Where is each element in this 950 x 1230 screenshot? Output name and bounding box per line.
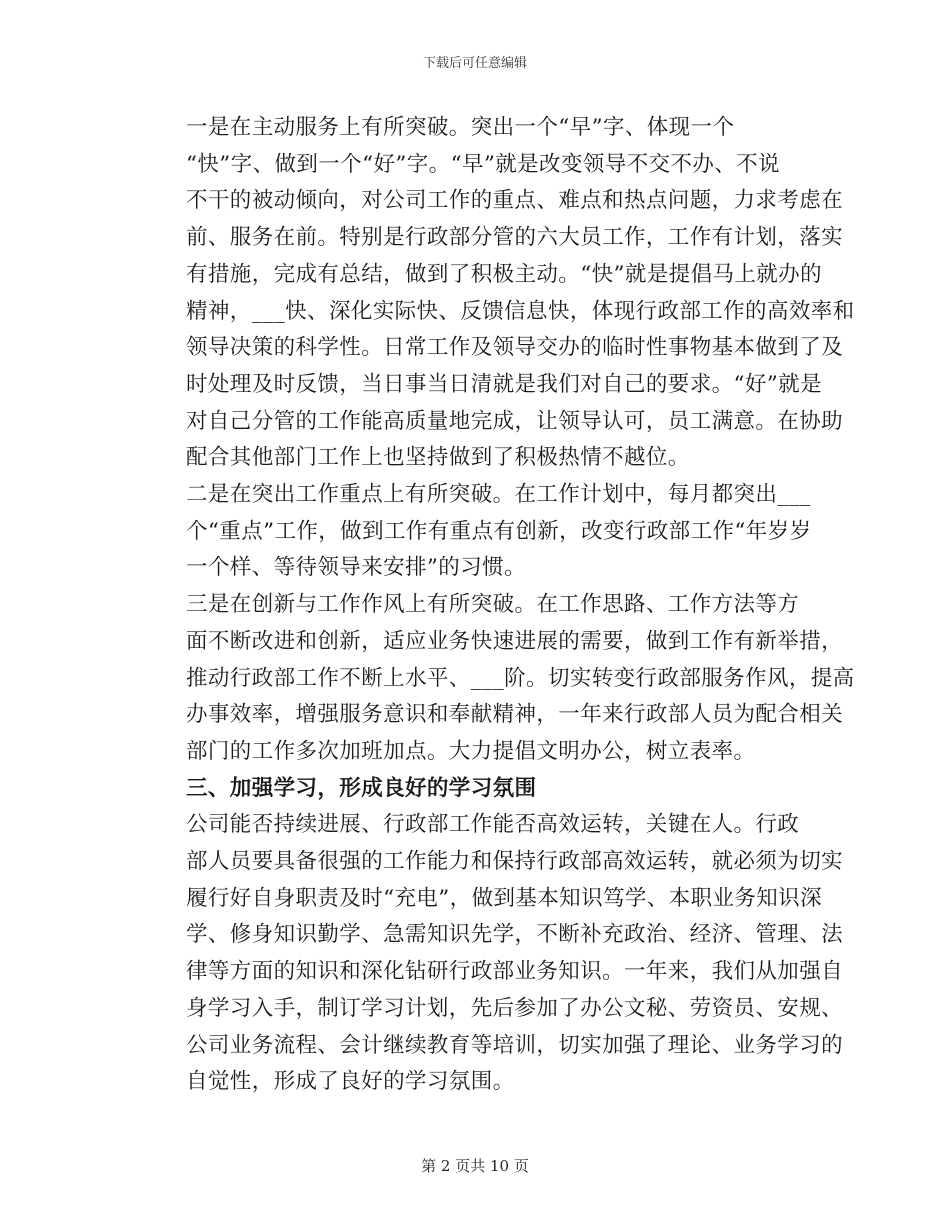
paragraph-innovation (143, 587, 855, 771)
text-line: 三是在创新与工作作风上有所突破。在工作思路、工作方法等方 (186, 592, 800, 618)
text-line: 公司能否持续进展、行政部工作能否高效运转，关键在人。行政 (186, 812, 800, 838)
text-line: 履行好自身职责及时“充电”，做到基本知识笃学、本职业务知识深 (186, 885, 822, 911)
text-line: 办事效率，增强服务意识和奉献精神，一年来行政部人员为配合相关 (186, 702, 844, 728)
text-line: 身学习入手，制订学习计划，先后参加了办公文秘、劳资员、安规、 (186, 995, 844, 1021)
text-line: 有措施，完成有总结，做到了积极主动。“快”就是提倡马上就办的 (186, 261, 822, 287)
text-line: 不干的被动倾向，对公司工作的重点、难点和热点问题，力求考虑在 (186, 188, 844, 214)
paragraph-key-work (143, 477, 813, 587)
page-header: 下载后可任意编辑 (422, 56, 527, 71)
text-line: 面不断改进和创新，适应业务快速进展的需要，做到工作有新举措， (186, 628, 844, 654)
text-line: 时处理及时反馈，当日事当日清就是我们对自己的要求。“好”就是 (186, 371, 822, 397)
document-body (143, 110, 855, 1101)
text-line: 对自己分管的工作能高质量地完成，让领导认可，员工满意。在协助 (186, 408, 844, 434)
text-line: 一是在主动服务上有所突破。突出一个“早”字、体现一个 (186, 115, 735, 140)
text-line: 一个样、等待领导来安排”的习惯。 (186, 555, 526, 581)
page-footer: 第 2 页共 10 页 (421, 1157, 529, 1175)
text-line: 自觉性，形成了良好的学习氛围。 (186, 1069, 515, 1095)
text-line: 部门的工作多次加班加点。大力提倡文明办公，树立表率。 (186, 738, 756, 764)
section-heading: 三、加强学习，形成良好的学习氛围 (186, 775, 537, 801)
text-line: 前、服务在前。特别是行政部分管的六大员工作，工作有计划，落实 (186, 225, 844, 251)
text-line: 个“重点”工作，做到工作有重点有创新，改变行政部工作“年岁岁 (186, 518, 812, 544)
text-line: 领导决策的科学性。日常工作及领导交办的临时性事物基本做到了及 (186, 335, 844, 361)
text-line: 配合其他部门工作上也坚持做到了积极热情不越位。 (186, 445, 690, 471)
text-line: 二是在突出工作重点上有所突破。在工作计划中，每月都突出___ (186, 482, 811, 508)
text-line: 部人员要具备很强的工作能力和保持行政部高效运转，就必须为切实 (186, 849, 844, 875)
text-line: 律等方面的知识和深化钻研行政部业务知识。一年来，我们从加强自 (186, 959, 844, 985)
text-line: 公司业务流程、会计继续教育等培训，切实加强了理论、业务学习的 (186, 1032, 844, 1058)
text-line: “快”字、做到一个“好”字。“早”就是改变领导不交不办、不说 (186, 151, 780, 177)
text-line: 推动行政部工作不断上水平、___阶。切实转变行政部服务作风，提高 (186, 665, 855, 691)
paragraph-proactive-service (143, 110, 855, 477)
text-line: 精神，___快、深化实际快、反馈信息快，体现行政部工作的高效率和 (186, 298, 855, 324)
paragraph-learning (143, 807, 844, 1101)
text-line: 学、修身知识勤学、急需知识先学，不断补充政治、经济、管理、法 (186, 922, 844, 948)
